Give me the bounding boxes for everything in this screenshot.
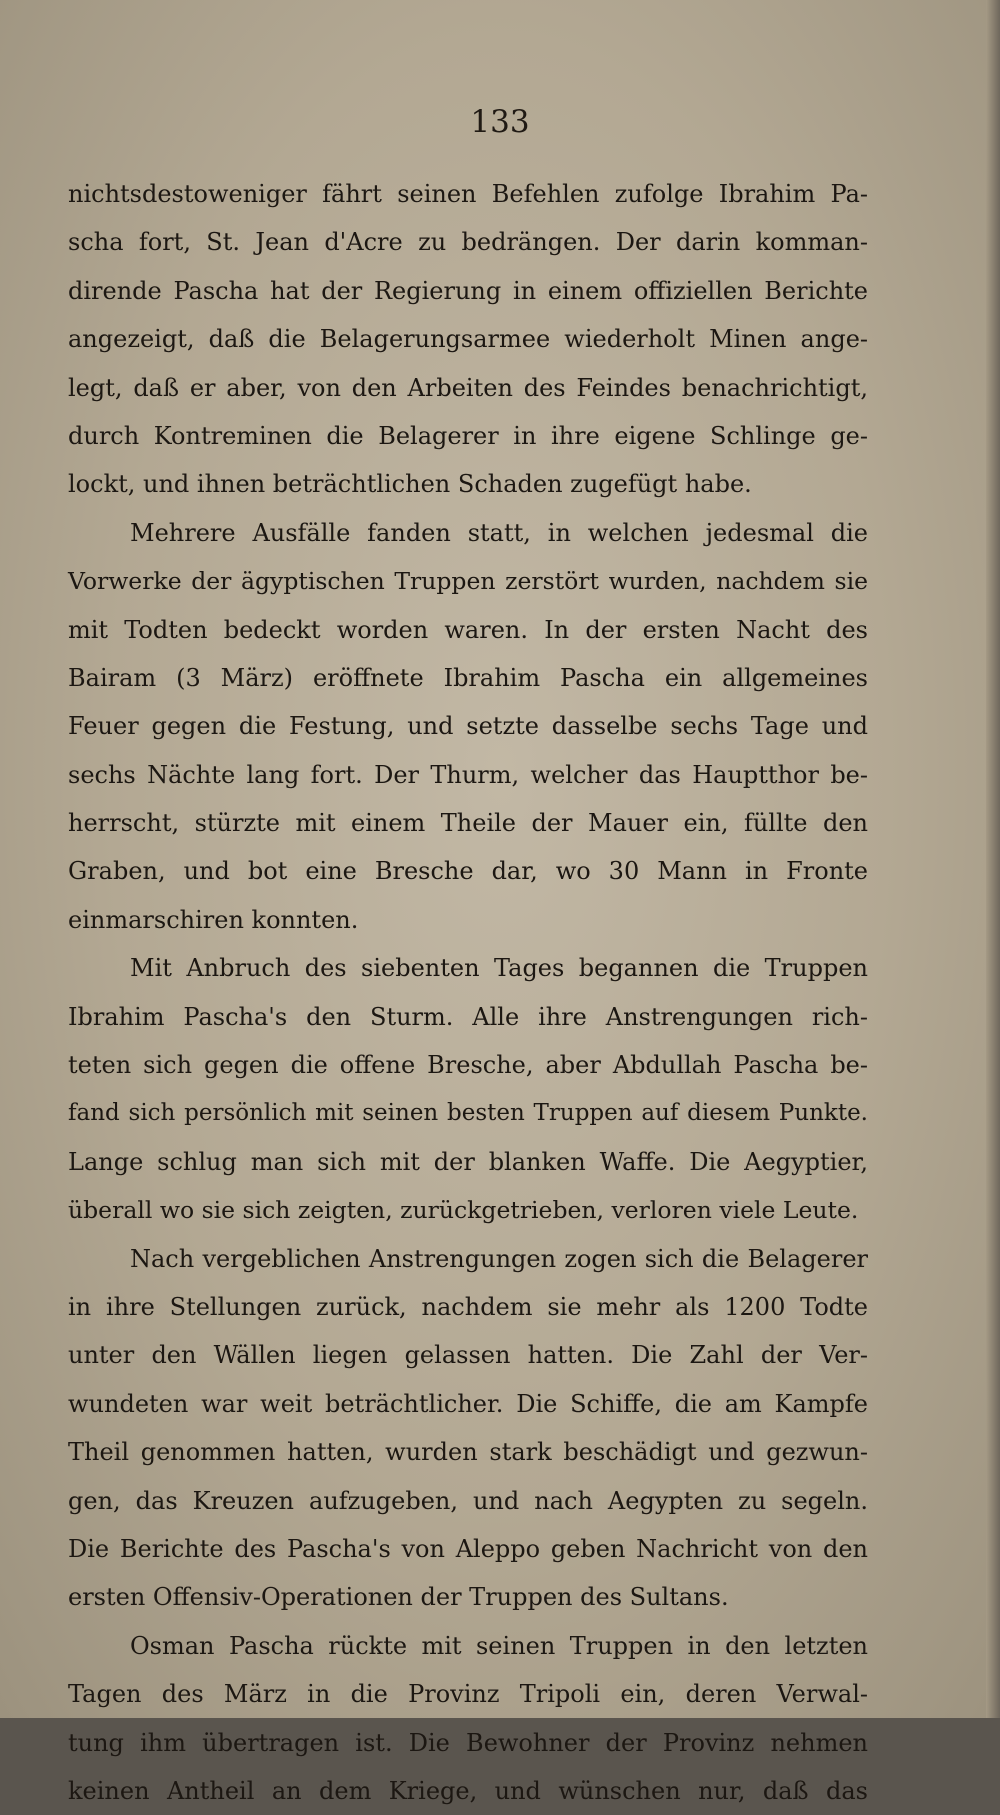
text-line: nichtsdestoweniger fährt seinen Befehlen zufolge Ibrahim Pa-	[68, 180, 868, 208]
text-line: Lange schlug man sich mit der blanken Waffe. Die Aegyptier,	[68, 1147, 868, 1176]
text-line: Nach vergeblichen Anstrengungen zogen sich die Belagerer	[130, 1244, 868, 1273]
text-line: Mehrere Ausfälle fanden statt, in welchen jedesmal die	[130, 518, 868, 547]
text-line: Osman Pascha rückte mit seinen Truppen in den letzten	[130, 1631, 868, 1660]
text-line: keinen Antheil an dem Kriege, und wünschen nur, daß das	[68, 1776, 868, 1805]
body-text	[68, 170, 868, 1815]
text-line: fand sich persönlich mit seinen besten Truppen auf diesem Punkte.	[68, 1100, 868, 1127]
text-line: teten sich gegen die offene Bresche, aber Abdullah Pascha be-	[68, 1051, 868, 1080]
text-line: Vorwerke der ägyptischen Truppen zerstört wurden, nachdem sie	[68, 567, 868, 596]
text-line: unter den Wällen liegen gelassen hatten. Die Zahl der Ver-	[68, 1341, 868, 1370]
text-line: sechs Nächte lang fort. Der Thurm, welcher das Hauptthor be-	[68, 760, 868, 789]
text-line: in ihre Stellungen zurück, nachdem sie mehr als 1200 Todte	[68, 1292, 868, 1321]
text-line: Die Berichte des Pascha's von Aleppo geben Nachricht von den	[68, 1534, 868, 1563]
text-line: mit Todten bedeckt worden waren. In der ersten Nacht des	[68, 615, 868, 644]
text-line: scha fort, St. Jean d'Acre zu bedrängen. Der darin komman-	[68, 228, 868, 257]
text-line: herrscht, stürzte mit einem Theile der Mauer ein, füllte den	[68, 809, 868, 838]
text-line: wundeten war weit beträchtlicher. Die Schiffe, die am Kampfe	[68, 1389, 868, 1418]
page-edge	[986, 0, 1000, 1718]
text-line: Tagen des März in die Provinz Tripoli ein, deren Verwal-	[68, 1680, 868, 1709]
text-line: Ibrahim Pascha's den Sturm. Alle ihre Anstrengungen rich-	[68, 1002, 868, 1031]
page-number: 133	[470, 104, 530, 140]
text-line: gen, das Kreuzen aufzugeben, und nach Aegypten zu segeln.	[68, 1486, 868, 1515]
text-line: lockt, und ihnen beträchtlichen Schaden zugefügt habe.	[68, 470, 752, 499]
text-line: überall wo sie sich zeigten, zurückgetrieben, verloren viele Leute.	[68, 1196, 859, 1225]
text-line: tung ihm übertragen ist. Die Bewohner der Provinz nehmen	[68, 1728, 868, 1757]
text-line: Mit Anbruch des siebenten Tages begannen die Truppen	[130, 954, 868, 983]
text-line: durch Kontreminen die Belagerer in ihre eigene Schlinge ge-	[68, 421, 868, 450]
text-line: angezeigt, daß die Belagerungsarmee wiederholt Minen ange-	[68, 325, 868, 354]
text-line: Theil genommen hatten, wurden stark beschädigt und gezwun-	[68, 1438, 868, 1467]
text-line: dirende Pascha hat der Regierung in einem offiziellen Berichte	[68, 276, 868, 305]
text-line: Bairam (3 März) eröffnete Ibrahim Pascha ein allgemeines	[68, 663, 868, 692]
text-line: legt, daß er aber, von den Arbeiten des Feindes benachrichtigt,	[68, 373, 868, 402]
text-line: einmarschiren konnten.	[68, 905, 359, 934]
text-line: Feuer gegen die Festung, und setzte dasselbe sechs Tage und	[68, 712, 868, 741]
text-line: Graben, und bot eine Bresche dar, wo 30 Mann in Fronte	[68, 857, 868, 886]
text-line: ersten Offensiv-Operationen der Truppen des Sultans.	[68, 1583, 729, 1612]
